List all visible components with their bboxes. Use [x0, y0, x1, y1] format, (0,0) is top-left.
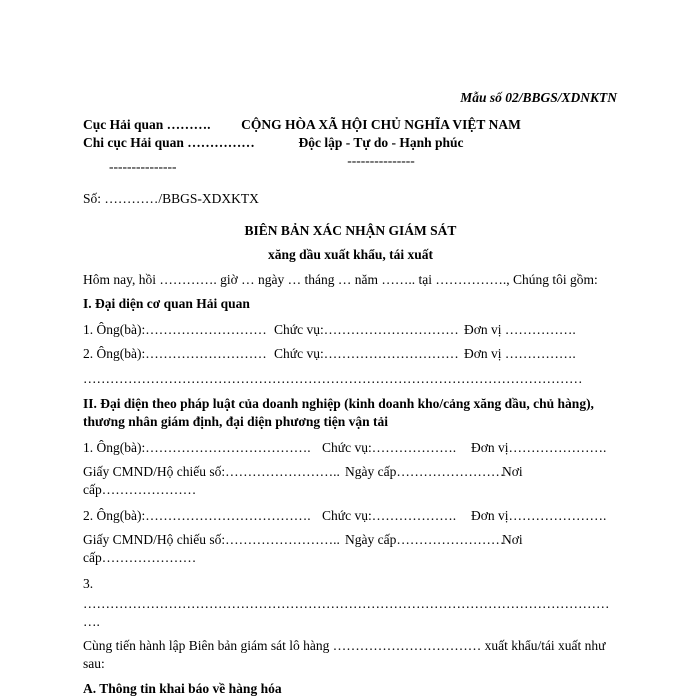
agency-line-2: Chi cục Hải quan …………… — [83, 135, 255, 150]
joint-statement-line-2: sau: — [83, 656, 105, 671]
document-number: Số: …………/BBGS-XDXKTX — [83, 191, 259, 206]
rep-1-position: Chức vụ:………………. — [322, 440, 457, 455]
rep-1-issue-place: cấp………………… — [83, 482, 197, 497]
rep-1-id-number: Giấy CMND/Hộ chiếu số:…………………….. — [83, 464, 340, 479]
rep-3-label: 3. — [83, 576, 94, 591]
section-1-dotted-line: ………………………………………………………………………………………………… — [83, 371, 583, 386]
motto: Độc lập - Tự do - Hạnh phúc — [298, 135, 464, 150]
intro-line: Hôm nay, hồi …………. giờ … ngày … tháng … năm …….. tại ……………., Chúng tôi gồm: — [83, 272, 598, 287]
document-title: BIÊN BẢN XÁC NHẬN GIÁM SÁT — [244, 223, 457, 238]
rep-2-issue-place: cấp………………… — [83, 550, 197, 565]
official-2-name: 2. Ông(bà):……………………… — [83, 346, 267, 361]
official-1-position: Chức vụ:………………………… — [274, 322, 459, 337]
rep-2-id-number: Giấy CMND/Hộ chiếu số:…………………….. — [83, 532, 340, 547]
official-2-position: Chức vụ:………………………… — [274, 346, 459, 361]
rep-2-name: 2. Ông(bà):………………………………. — [83, 508, 311, 523]
motto-divider: --------------- — [347, 153, 415, 168]
rep-1-issue-date: Ngày cấp…………………… — [345, 464, 505, 479]
agency-line-1: Cục Hải quan ………. — [83, 117, 211, 132]
rep-2-position: Chức vụ:………………. — [322, 508, 457, 523]
section-a-heading: A. Thông tin khai báo về hàng hóa — [83, 681, 282, 696]
rep-2-issue-date: Ngày cấp…………………… — [345, 532, 505, 547]
section-1-heading: I. Đại diện cơ quan Hải quan — [83, 296, 250, 311]
rep-1-issue-place-label: Nơi — [502, 464, 523, 479]
document-subtitle: xăng dầu xuất khẩu, tái xuất — [267, 247, 434, 262]
nation-header: CỘNG HÒA XÃ HỘI CHỦ NGHĨA VIỆT NAM — [241, 117, 521, 132]
official-1-name: 1. Ông(bà):……………………… — [83, 322, 267, 337]
official-2-unit: Đơn vị ……………. — [464, 346, 576, 361]
section-2-heading-line-1: II. Đại diện theo pháp luật của doanh nghiệp (kinh doanh kho/cảng xăng dầu, chủ hàng), — [83, 396, 594, 411]
rep-2-issue-place-label: Nơi — [502, 532, 523, 547]
joint-statement-line-1: Cùng tiến hành lập Biên bản giám sát lô hàng …………………………… xuất khẩu/tái xuất như — [83, 638, 606, 653]
official-1-unit: Đơn vị ……………. — [464, 322, 576, 337]
rep-3-dotted-line: ……………………………………………………………………………………………………… — [83, 596, 610, 611]
section-2-heading-line-2: thương nhân giám định, đại diện phương tiện vận tải — [83, 414, 389, 429]
rep-1-unit: Đơn vị…………………. — [471, 440, 607, 455]
rep-2-unit: Đơn vị…………………. — [471, 508, 607, 523]
agency-divider: --------------- — [109, 159, 177, 174]
rep-3-dotted-cont: …. — [83, 614, 100, 629]
form-code: Mẫu số 02/BBGS/XDNKTN — [460, 90, 617, 105]
rep-1-name: 1. Ông(bà):………………………………. — [83, 440, 311, 455]
